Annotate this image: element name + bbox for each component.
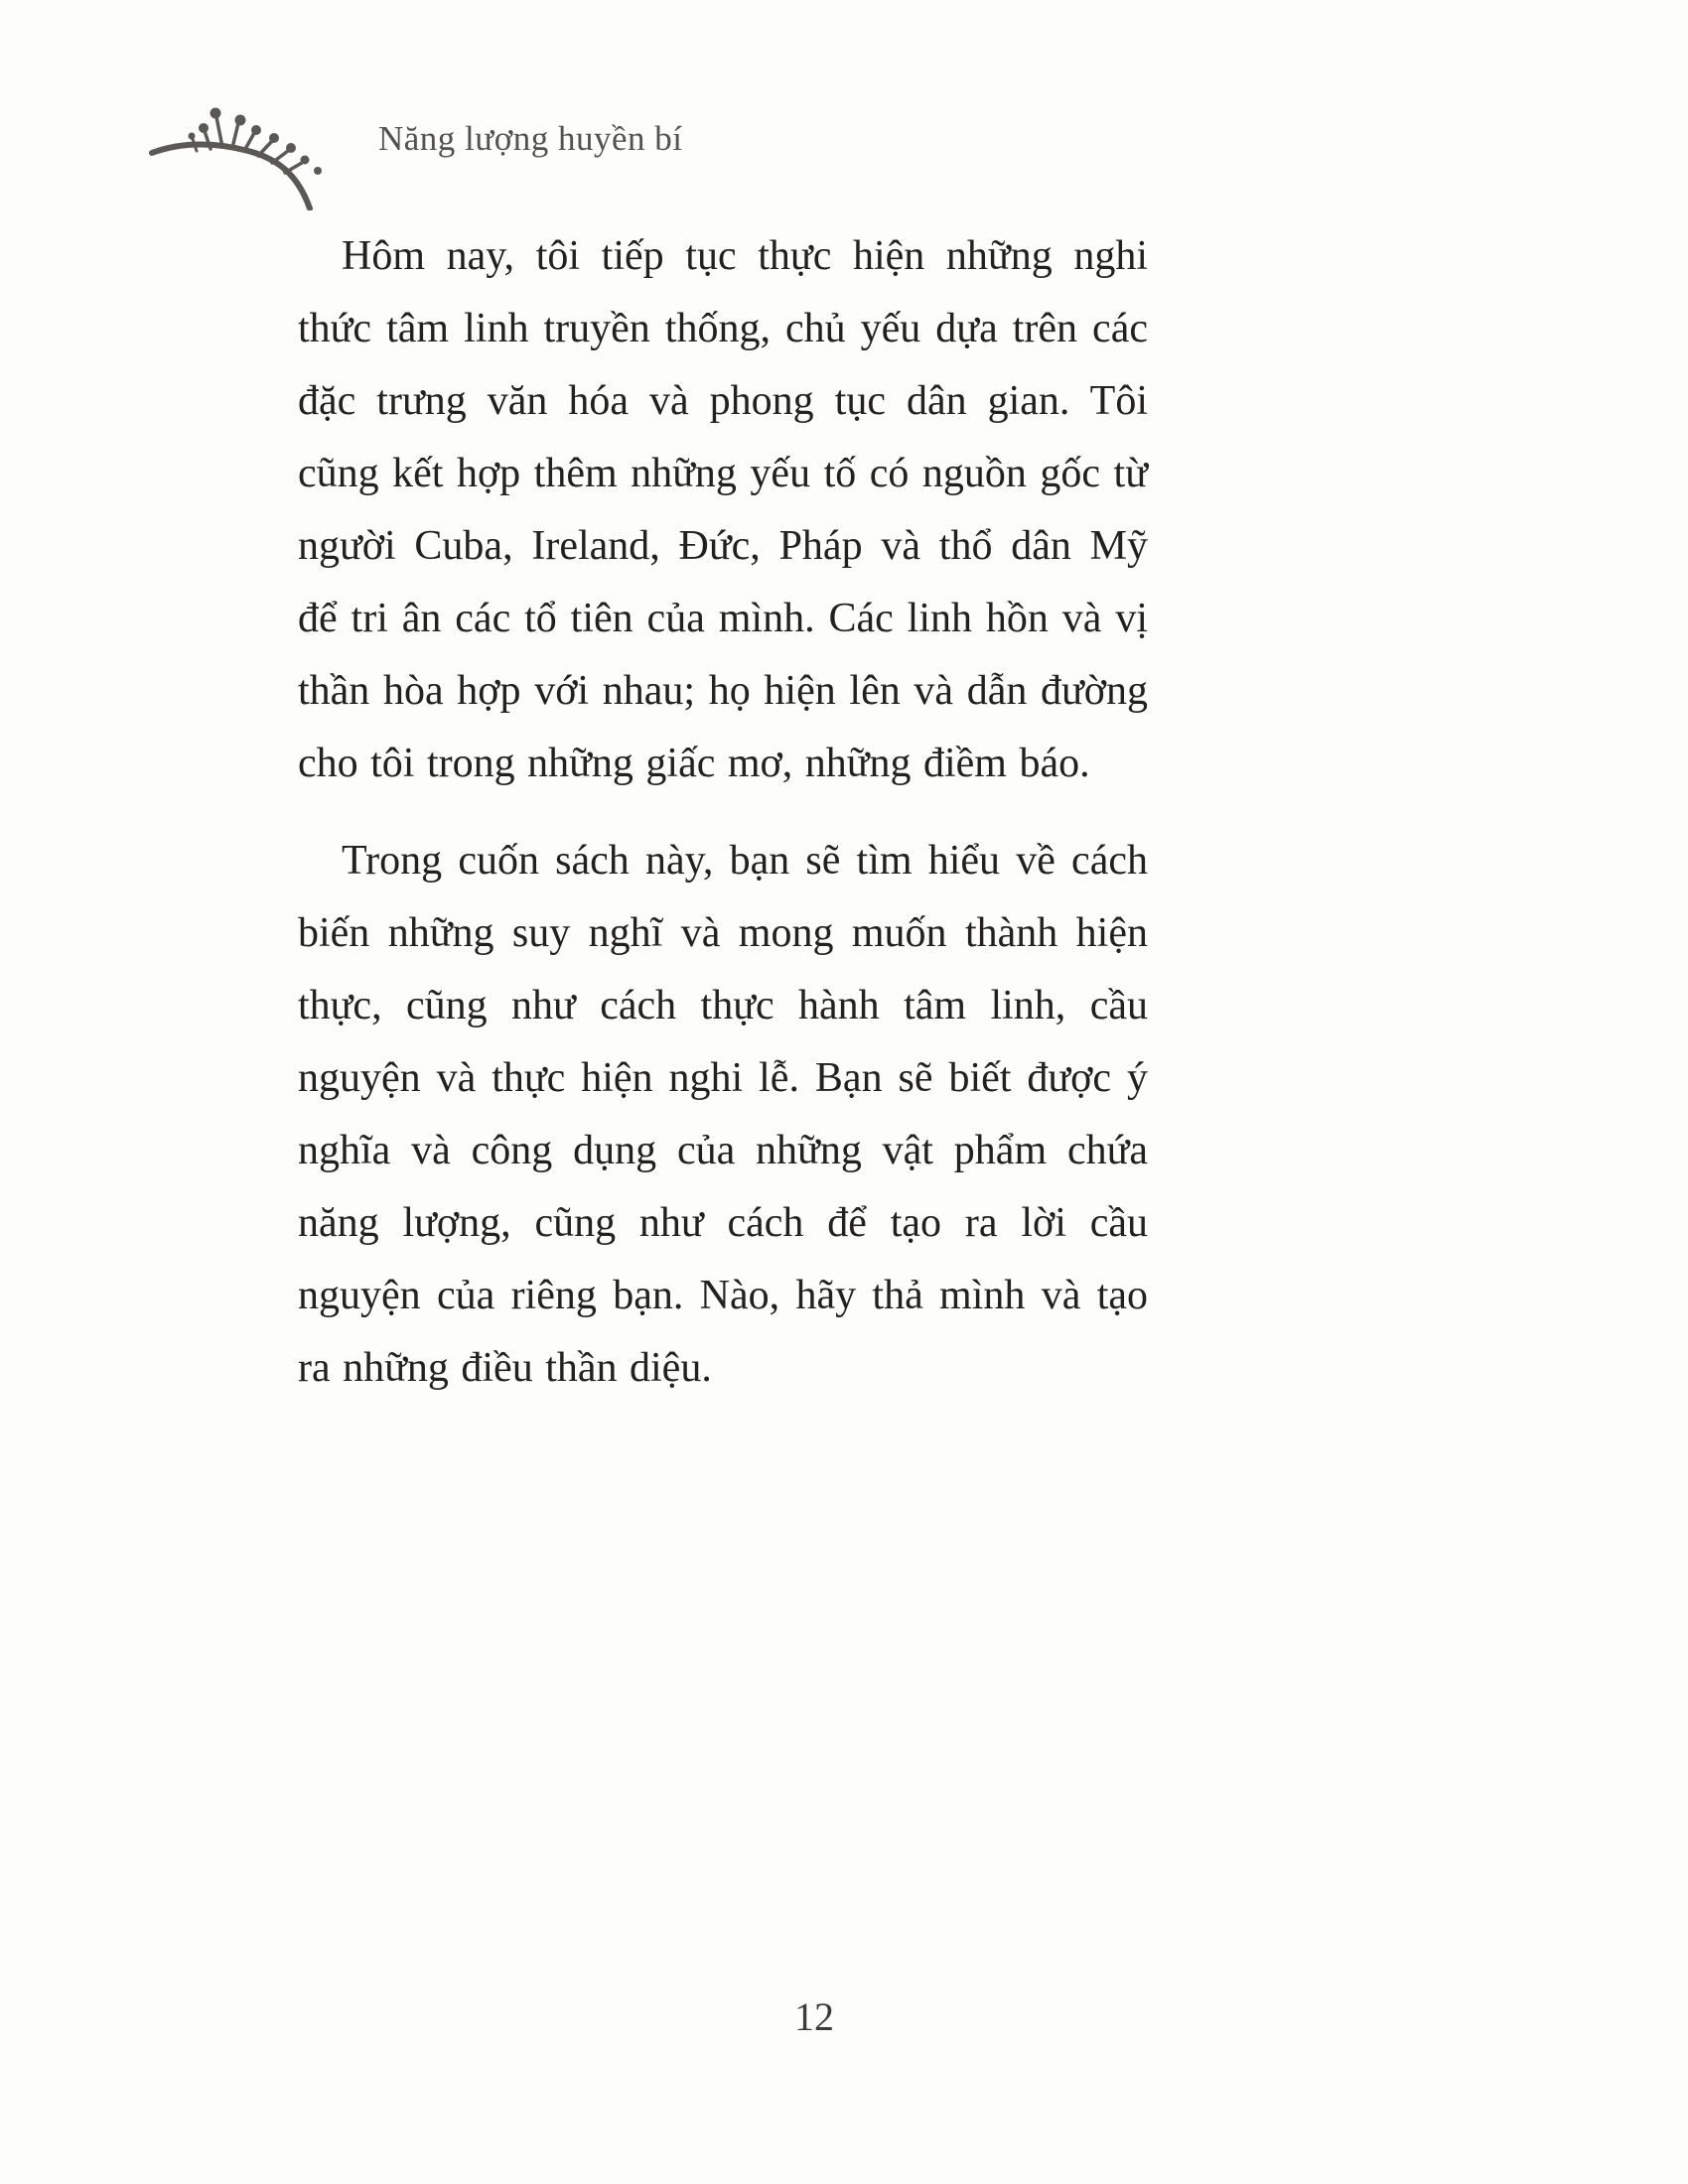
running-header-title: Năng lượng huyền bí — [378, 119, 683, 158]
page-number: 12 — [794, 1994, 834, 2039]
branch-icon — [149, 91, 362, 210]
paragraph: Trong cuốn sách này, bạn sẽ tìm hiểu về cách biến những suy nghĩ và mong muốn thành hiện thực, cũng như cách thực hành tâm linh, cầu nguyện và thực hiện nghi lễ. Bạn sẽ biết được ý nghĩa và công dụng của những vật phẩm chứa năng lượng, cũng như cách để tạo ra lời cầu nguyện của riêng bạn. Nào, hãy thả mình và tạo ra những điều thần diệu. — [298, 838, 1148, 1391]
body-text — [298, 220, 1148, 1430]
paragraph: Hôm nay, tôi tiếp tục thực hiện những nghi thức tâm linh truyền thống, chủ yếu dựa trên các đặc trưng văn hóa và phong tục dân gian. Tôi cũng kết hợp thêm những yếu tố có nguồn gốc từ người Cuba, Ireland, Đức, Pháp và thổ dân Mỹ để tri ân các tổ tiên của mình. Các linh hồn và vị thần hòa hợp với nhau; họ hiện lên và dẫn đường cho tôi trong những giấc mơ, những điềm báo. — [298, 233, 1148, 786]
page-header — [149, 87, 683, 197]
